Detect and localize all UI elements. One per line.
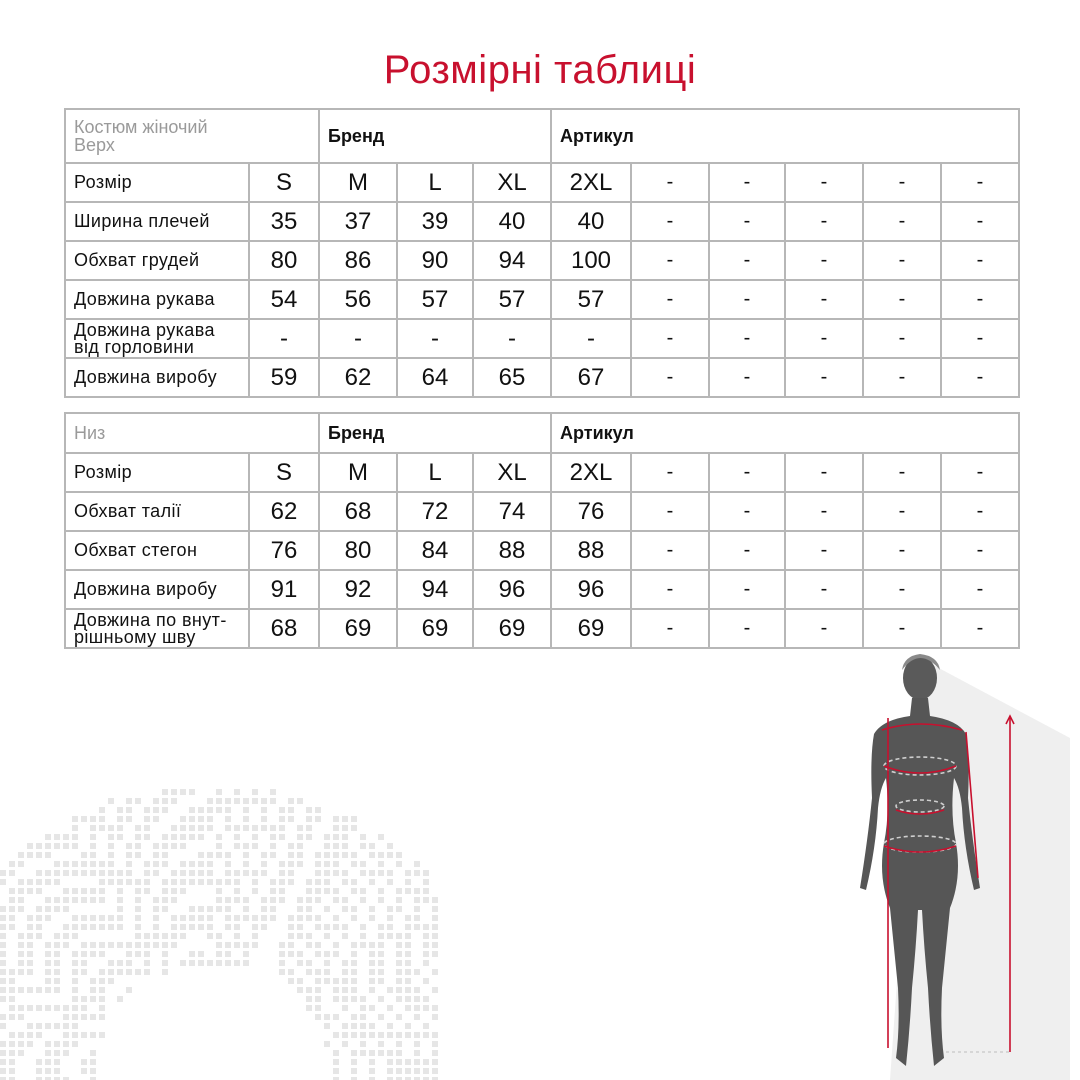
top-size-table: [64, 108, 1020, 398]
row-label: Ширина плечей: [65, 202, 249, 241]
table-cell: -: [631, 280, 709, 319]
product-name: Костюм жіночий Верх: [65, 109, 319, 163]
table-cell: -: [631, 609, 709, 648]
table-row: [65, 241, 1019, 280]
table-cell: 57: [551, 280, 631, 319]
table-cell: S: [249, 453, 319, 492]
table-cell: -: [863, 202, 941, 241]
table-cell: -: [941, 319, 1019, 358]
table-cell: 76: [249, 531, 319, 570]
table-row: [65, 531, 1019, 570]
table-cell: -: [785, 570, 863, 609]
table-cell: -: [551, 319, 631, 358]
table-cell: -: [863, 241, 941, 280]
table-cell: -: [709, 570, 785, 609]
table-cell: 96: [551, 570, 631, 609]
table-cell: M: [319, 453, 397, 492]
table-cell: -: [785, 241, 863, 280]
table-cell: 74: [473, 492, 551, 531]
bottom-size-table: [64, 412, 1020, 649]
table-cell: -: [631, 492, 709, 531]
table-cell: -: [631, 202, 709, 241]
table-cell: 88: [473, 531, 551, 570]
table-cell: -: [709, 319, 785, 358]
table-cell: -: [785, 163, 863, 202]
table-cell: -: [785, 202, 863, 241]
table-cell: -: [863, 319, 941, 358]
table-cell: -: [473, 319, 551, 358]
table-cell: M: [319, 163, 397, 202]
table-cell: 84: [397, 531, 473, 570]
table-cell: -: [941, 202, 1019, 241]
table-cell: -: [941, 241, 1019, 280]
table-cell: 76: [551, 492, 631, 531]
table-cell: -: [785, 453, 863, 492]
table-cell: -: [785, 319, 863, 358]
table-cell: 96: [473, 570, 551, 609]
table-cell: 57: [473, 280, 551, 319]
table-cell: 69: [473, 609, 551, 648]
table-cell: 57: [397, 280, 473, 319]
table-row: [65, 609, 1019, 648]
table-cell: -: [709, 241, 785, 280]
table-cell: 2XL: [551, 163, 631, 202]
table-cell: -: [709, 163, 785, 202]
table-cell: XL: [473, 163, 551, 202]
row-label: Довжина рукава: [65, 280, 249, 319]
table-cell: 69: [397, 609, 473, 648]
article-label: Артикул: [551, 109, 1019, 163]
table-cell: -: [941, 358, 1019, 397]
table-cell: 56: [319, 280, 397, 319]
table-cell: 94: [397, 570, 473, 609]
table-cell: -: [863, 453, 941, 492]
table-cell: -: [709, 280, 785, 319]
table-cell: 59: [249, 358, 319, 397]
row-label: Довжина виробу: [65, 570, 249, 609]
table-cell: 94: [473, 241, 551, 280]
row-label: Довжина по внут- рішньому шву: [65, 609, 249, 648]
table-cell: L: [397, 453, 473, 492]
row-label: Обхват стегон: [65, 531, 249, 570]
row-label: Розмір: [65, 453, 249, 492]
table-cell: -: [863, 280, 941, 319]
table-cell: -: [863, 531, 941, 570]
table-cell: -: [249, 319, 319, 358]
table-cell: 62: [249, 492, 319, 531]
table-cell: -: [709, 531, 785, 570]
table-row: [65, 453, 1019, 492]
brand-label: Бренд: [319, 413, 551, 453]
product-name: Низ: [65, 413, 319, 453]
article-label: Артикул: [551, 413, 1019, 453]
table-cell: 37: [319, 202, 397, 241]
table-cell: 62: [319, 358, 397, 397]
table-cell: 80: [249, 241, 319, 280]
table-cell: 2XL: [551, 453, 631, 492]
table-cell: -: [631, 163, 709, 202]
table-cell: 39: [397, 202, 473, 241]
table-cell: 68: [319, 492, 397, 531]
table-cell: 54: [249, 280, 319, 319]
table-cell: -: [941, 163, 1019, 202]
table-row: [65, 358, 1019, 397]
table-cell: 86: [319, 241, 397, 280]
table-header-row: [65, 413, 1019, 453]
table-cell: 90: [397, 241, 473, 280]
table-cell: 80: [319, 531, 397, 570]
table-cell: 64: [397, 358, 473, 397]
table-cell: -: [863, 163, 941, 202]
page-title: Розмірні таблиці: [383, 48, 697, 92]
embroidery-pattern-icon: [0, 780, 440, 1080]
table-cell: -: [709, 202, 785, 241]
table-cell: -: [941, 453, 1019, 492]
table-row: [65, 202, 1019, 241]
body-measurement-figure-icon: [850, 648, 1070, 1080]
table-cell: -: [631, 570, 709, 609]
table-cell: -: [863, 570, 941, 609]
row-label: Розмір: [65, 163, 249, 202]
table-cell: 69: [551, 609, 631, 648]
row-label: Довжина рукава від горловини: [65, 319, 249, 358]
table-cell: -: [785, 358, 863, 397]
table-cell: 92: [319, 570, 397, 609]
table-cell: -: [785, 492, 863, 531]
table-cell: 72: [397, 492, 473, 531]
table-cell: -: [863, 492, 941, 531]
table-cell: 40: [473, 202, 551, 241]
table-row: [65, 163, 1019, 202]
table-cell: -: [941, 570, 1019, 609]
table-cell: -: [785, 609, 863, 648]
table-row: [65, 570, 1019, 609]
table-cell: -: [709, 358, 785, 397]
table-cell: 91: [249, 570, 319, 609]
table-cell: 67: [551, 358, 631, 397]
table-cell: 88: [551, 531, 631, 570]
table-cell: 68: [249, 609, 319, 648]
table-cell: -: [631, 241, 709, 280]
table-cell: S: [249, 163, 319, 202]
table-cell: -: [941, 609, 1019, 648]
table-header-row: [65, 109, 1019, 163]
table-cell: -: [785, 280, 863, 319]
table-cell: -: [397, 319, 473, 358]
table-cell: -: [631, 319, 709, 358]
table-cell: -: [863, 609, 941, 648]
table-cell: -: [319, 319, 397, 358]
table-cell: -: [709, 609, 785, 648]
row-label: Довжина виробу: [65, 358, 249, 397]
table-cell: -: [941, 531, 1019, 570]
table-cell: 35: [249, 202, 319, 241]
table-cell: -: [785, 531, 863, 570]
table-row: [65, 492, 1019, 531]
table-cell: 100: [551, 241, 631, 280]
table-cell: -: [631, 358, 709, 397]
table-cell: 65: [473, 358, 551, 397]
table-cell: -: [631, 531, 709, 570]
table-cell: -: [709, 492, 785, 531]
table-cell: -: [941, 280, 1019, 319]
table-cell: -: [941, 492, 1019, 531]
table-cell: L: [397, 163, 473, 202]
table-cell: -: [631, 453, 709, 492]
table-cell: 69: [319, 609, 397, 648]
table-cell: -: [709, 453, 785, 492]
table-cell: XL: [473, 453, 551, 492]
row-label: Обхват талії: [65, 492, 249, 531]
brand-label: Бренд: [319, 109, 551, 163]
row-label: Обхват грудей: [65, 241, 249, 280]
table-cell: -: [863, 358, 941, 397]
table-row: [65, 319, 1019, 358]
table-row: [65, 280, 1019, 319]
table-cell: 40: [551, 202, 631, 241]
